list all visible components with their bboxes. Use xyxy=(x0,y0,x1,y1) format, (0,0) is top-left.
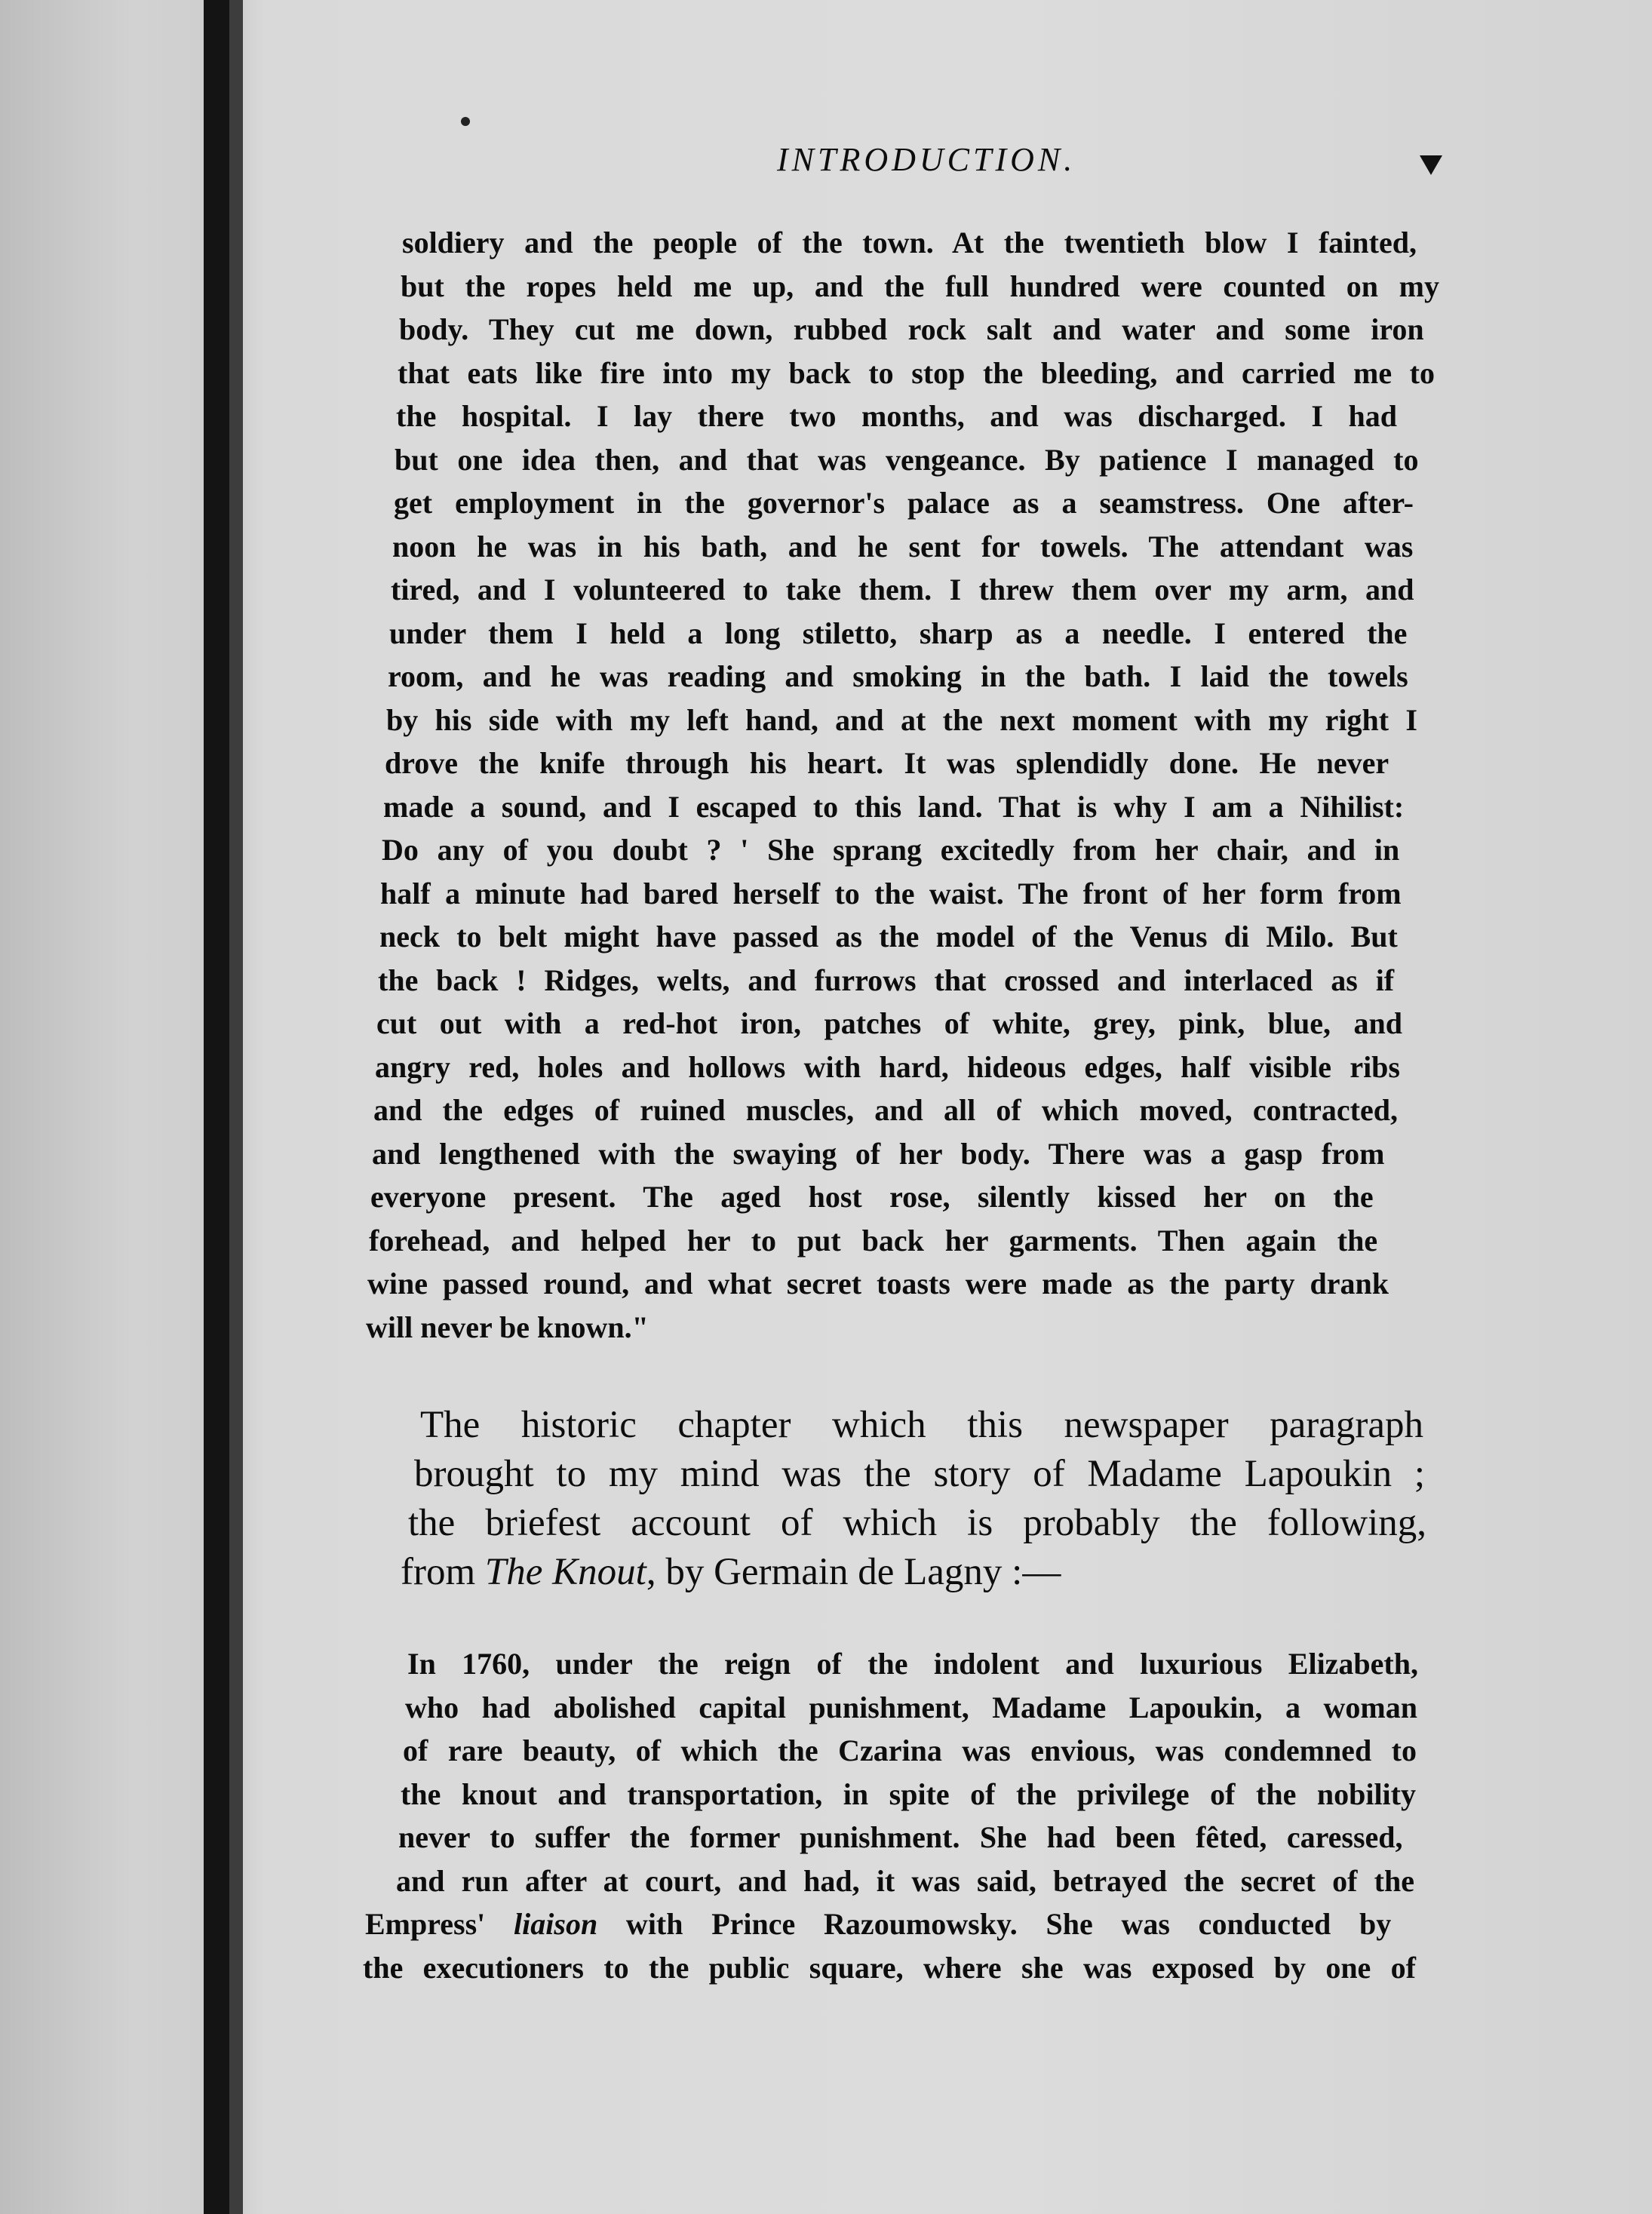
text-line: noon he was in his bath, and he sent for towels. The attendant was xyxy=(392,529,1414,563)
binding-shadow xyxy=(204,0,229,2214)
text-line: Do any of you doubt ? ' She sprang excitedly from her chair, and in xyxy=(382,833,1400,867)
text-line: that eats like fire into my back to stop the bleeding, and carried me to xyxy=(398,355,1435,390)
text-line: of rare beauty, of which the Czarina was envious, was condemned to xyxy=(403,1733,1417,1767)
binding-shadow-edge xyxy=(229,0,243,2214)
book-title: The Knout xyxy=(484,1551,646,1593)
text-line: forehead, and helped her to put back her garments. Then again the xyxy=(369,1223,1378,1257)
text-line: the briefest account of which is probably the following, xyxy=(408,1502,1426,1544)
text-line: angry red, holes and hollows with hard, hideous edges, half visible ribs xyxy=(375,1049,1400,1084)
text-line: the executioners to the public square, where she was exposed by one of xyxy=(363,1950,1416,1985)
text-line: The historic chapter which this newspaper paragraph xyxy=(420,1404,1423,1446)
text-line: the knout and transportation, in spite of the privilege of the nobility xyxy=(401,1776,1416,1811)
text-line: everyone present. The aged host rose, silently kissed her on the xyxy=(370,1180,1374,1214)
text-line xyxy=(365,1906,1391,1942)
text-span: Empress' xyxy=(365,1907,514,1941)
text-span: from xyxy=(401,1551,485,1593)
text-line: room, and he was reading and smoking in the bath. I laid the towels xyxy=(388,659,1408,693)
text-line: and lengthened with the swaying of her body. There was a gasp from xyxy=(372,1136,1385,1171)
text-line: by his side with my left hand, and at the next moment with my right I xyxy=(386,702,1417,737)
text-line: wine passed round, and what secret toasts were made as the party drank xyxy=(367,1267,1389,1300)
text-line: the hospital. I lay there two months, and was discharged. I had xyxy=(396,399,1397,433)
text-line: body. They cut me down, rubbed rock salt and water and some iron xyxy=(399,312,1424,346)
text-line: soldiery and the people of the town. At the twentieth blow I fainted, xyxy=(402,226,1417,259)
text-line: In 1760, under the reign of the indolent and luxurious Elizabeth, xyxy=(407,1647,1418,1681)
text-line: under them I held a long stiletto, sharp as a needle. I entered the xyxy=(389,616,1408,650)
text-line: tired, and I volunteered to take them. I threw them over my arm, and xyxy=(391,573,1414,606)
running-head: INTRODUCTION. xyxy=(777,141,1076,178)
text-line: half a minute had bared herself to the waist. The front of her form from xyxy=(380,876,1402,910)
text-line: neck to belt might have passed as the model of the Venus di Milo. But xyxy=(379,920,1398,953)
text-line: who had abolished capital punishment, Madame Lapoukin, a woman xyxy=(405,1690,1417,1724)
text-line: the back ! Ridges, welts, and furrows that crossed and interlaced as if xyxy=(378,963,1395,997)
text-line: but one idea then, and that was vengeance. By patience I managed to xyxy=(395,442,1419,477)
text-line: and run after at court, and had, it was said, betrayed the secret of the xyxy=(396,1863,1414,1898)
text-span: , by Germain de Lagny :— xyxy=(646,1551,1061,1593)
text-line: will never be known." xyxy=(366,1310,649,1344)
text-line: get employment in the governor's palace as a seamstress. One after- xyxy=(394,486,1414,520)
text-line: but the ropes held me up, and the full hundred were counted on my xyxy=(401,269,1439,303)
text-line: drove the knife through his heart. It was splendidly done. He never xyxy=(385,746,1389,780)
ink-speck xyxy=(461,117,470,126)
text-line: never to suffer the former punishment. She had been fêted, caressed, xyxy=(398,1820,1403,1854)
text-line xyxy=(401,1550,1061,1594)
text-line: brought to my mind was the story of Madame Lapoukin ; xyxy=(414,1453,1425,1495)
foreign-word: liaison xyxy=(514,1907,598,1941)
text-line: and the edges of ruined muscles, and all of which moved, contracted, xyxy=(373,1093,1398,1127)
text-line: made a sound, and I escaped to this land. That is why I am a Nihilist: xyxy=(383,789,1405,824)
text-span: with Prince Razoumowsky. She was conducted by xyxy=(597,1907,1392,1941)
page-mark-icon xyxy=(1420,155,1442,175)
text-line: cut out with a red-hot iron, patches of white, grey, pink, blue, and xyxy=(376,1006,1402,1040)
